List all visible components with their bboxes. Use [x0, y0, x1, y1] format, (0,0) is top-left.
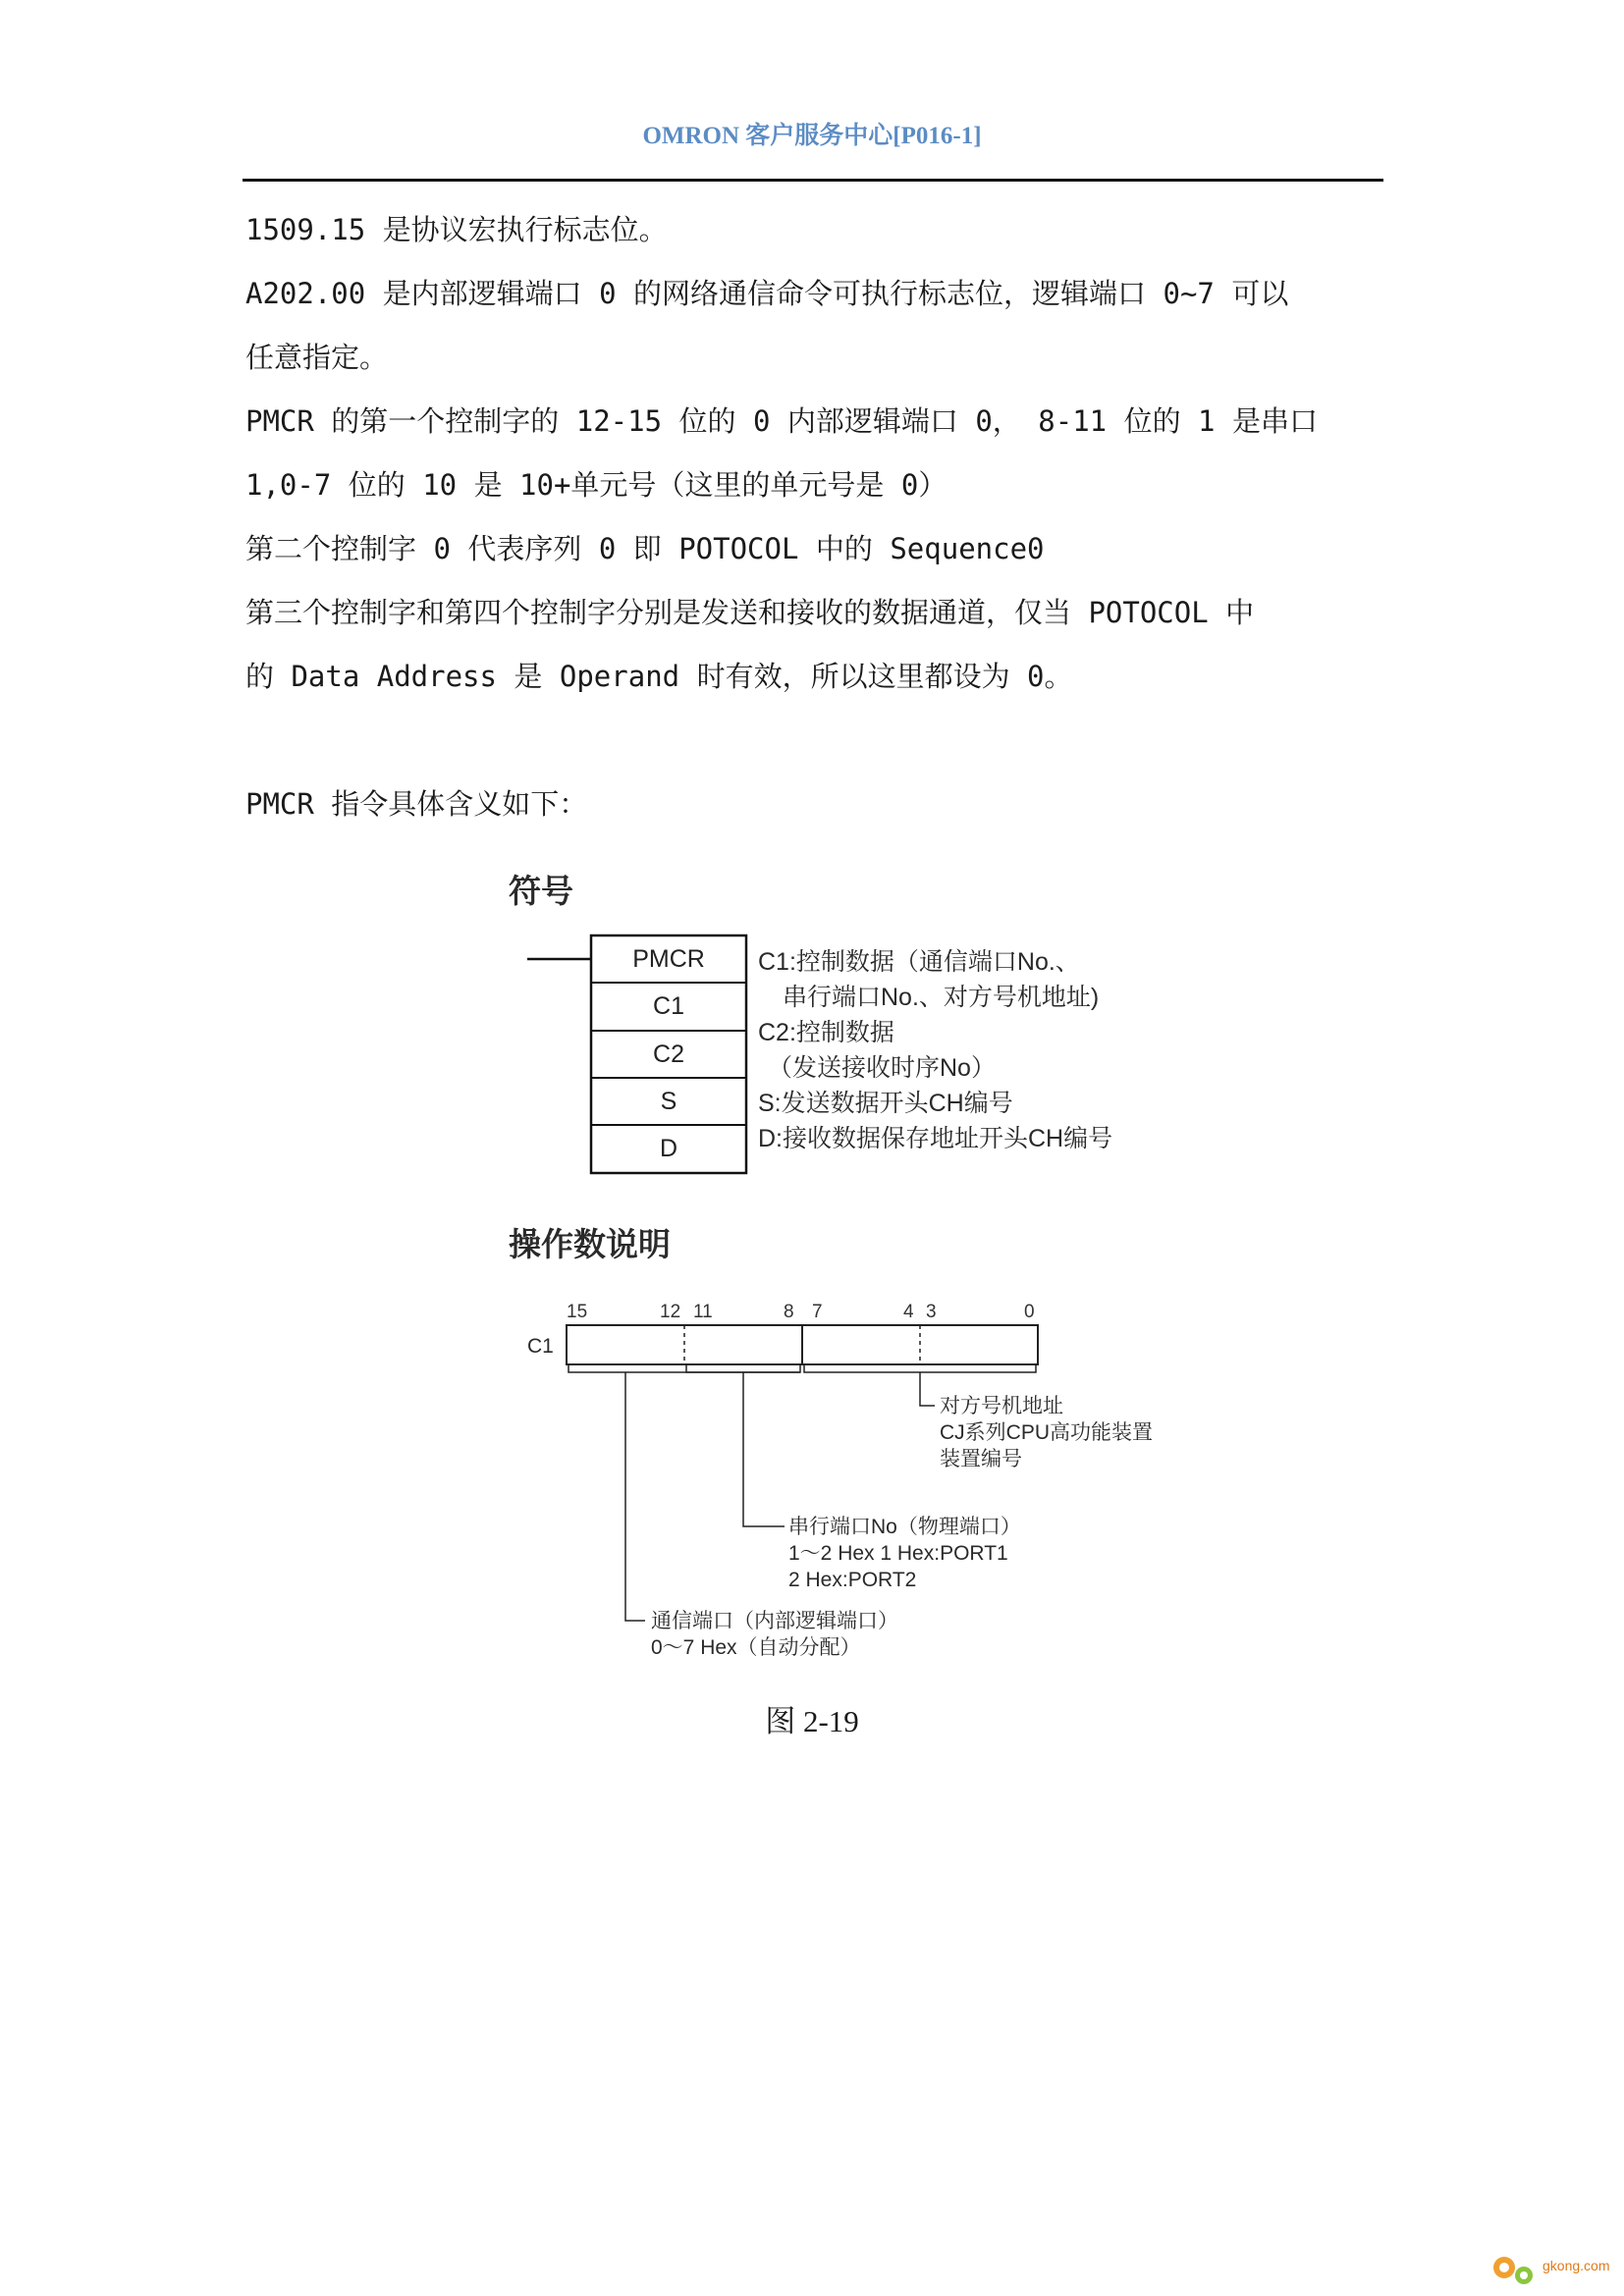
paragraph: 1,0-7 位的 10 是 10+单元号（这里的单元号是 0） [245, 468, 947, 502]
annotation-serial-port: 1～2 Hex 1 Hex:PORT1 [788, 1542, 1008, 1565]
paragraph: 第三个控制字和第四个控制字分别是发送和接收的数据通道，仅当 POTOCOL 中 [245, 596, 1255, 629]
annotation-serial-port: 串行端口No（物理端口） [788, 1516, 1021, 1538]
operand-title: 操作数说明 [509, 1226, 671, 1262]
annotation-serial-port: 2 Hex:PORT2 [788, 1569, 917, 1591]
register-label-c1: C1 [527, 1335, 554, 1358]
symbol-note: C1:控制数据（通信端口No.、 [758, 948, 1080, 976]
symbol-note: 串行端口No.、对方号机地址) [783, 984, 1100, 1011]
paragraph: A202.00 是内部逻辑端口 0 的网络通信命令可执行标志位，逻辑端口 0~7 可以 [245, 277, 1289, 310]
annotation-comm-port: 0～7 Hex（自动分配） [651, 1636, 861, 1659]
paragraph: 1509.15 是协议宏执行标志位。 [245, 213, 668, 246]
bit-number: 15 [567, 1302, 588, 1322]
symbol-cell-d: D [659, 1135, 678, 1162]
paragraph: PMCR 指令具体含义如下： [245, 787, 588, 821]
bit-number: 0 [1024, 1302, 1035, 1322]
symbol-title: 符号 [509, 873, 573, 909]
symbol-cell-pmcr: PMCR [632, 945, 705, 973]
gear-logo-icon [1489, 2248, 1540, 2289]
bit-number: 4 [903, 1302, 914, 1322]
symbol-note: S:发送数据开头CH编号 [758, 1090, 1013, 1117]
symbol-note: （发送接收时序No） [768, 1054, 996, 1082]
symbol-cell-s: S [660, 1088, 677, 1115]
symbol-note: D:接收数据保存地址开头CH编号 [758, 1125, 1113, 1152]
bit-number: 11 [693, 1302, 713, 1322]
watermark-text: gkong.com [1543, 2258, 1610, 2273]
page-header: OMRON 客户服务中心[P016-1] [642, 123, 982, 149]
symbol-cell-c1: C1 [653, 992, 684, 1020]
annotation-address: 对方号机地址 [940, 1395, 1063, 1417]
paragraph: 任意指定。 [245, 341, 389, 374]
bit-number: 8 [784, 1302, 794, 1322]
figure-caption: 图 2-19 [765, 1704, 859, 1738]
symbol-note: C2:控制数据 [758, 1019, 894, 1046]
annotation-comm-port: 通信端口（内部逻辑端口） [651, 1610, 898, 1632]
bit-number: 3 [926, 1302, 937, 1322]
bit-number: 12 [660, 1302, 681, 1322]
annotation-address: CJ系列CPU高功能装置 [940, 1421, 1154, 1444]
annotation-address: 装置编号 [940, 1448, 1022, 1470]
symbol-cell-c2: C2 [653, 1041, 684, 1068]
paragraph: 第二个控制字 0 代表序列 0 即 POTOCOL 中的 Sequence0 [245, 532, 1045, 565]
bit-number: 7 [812, 1302, 823, 1322]
paragraph: 的 Data Address 是 Operand 时有效，所以这里都设为 0。 [245, 660, 1073, 693]
paragraph: PMCR 的第一个控制字的 12-15 位的 0 内部逻辑端口 0， 8-11 位的 1 是串口 [245, 404, 1318, 438]
